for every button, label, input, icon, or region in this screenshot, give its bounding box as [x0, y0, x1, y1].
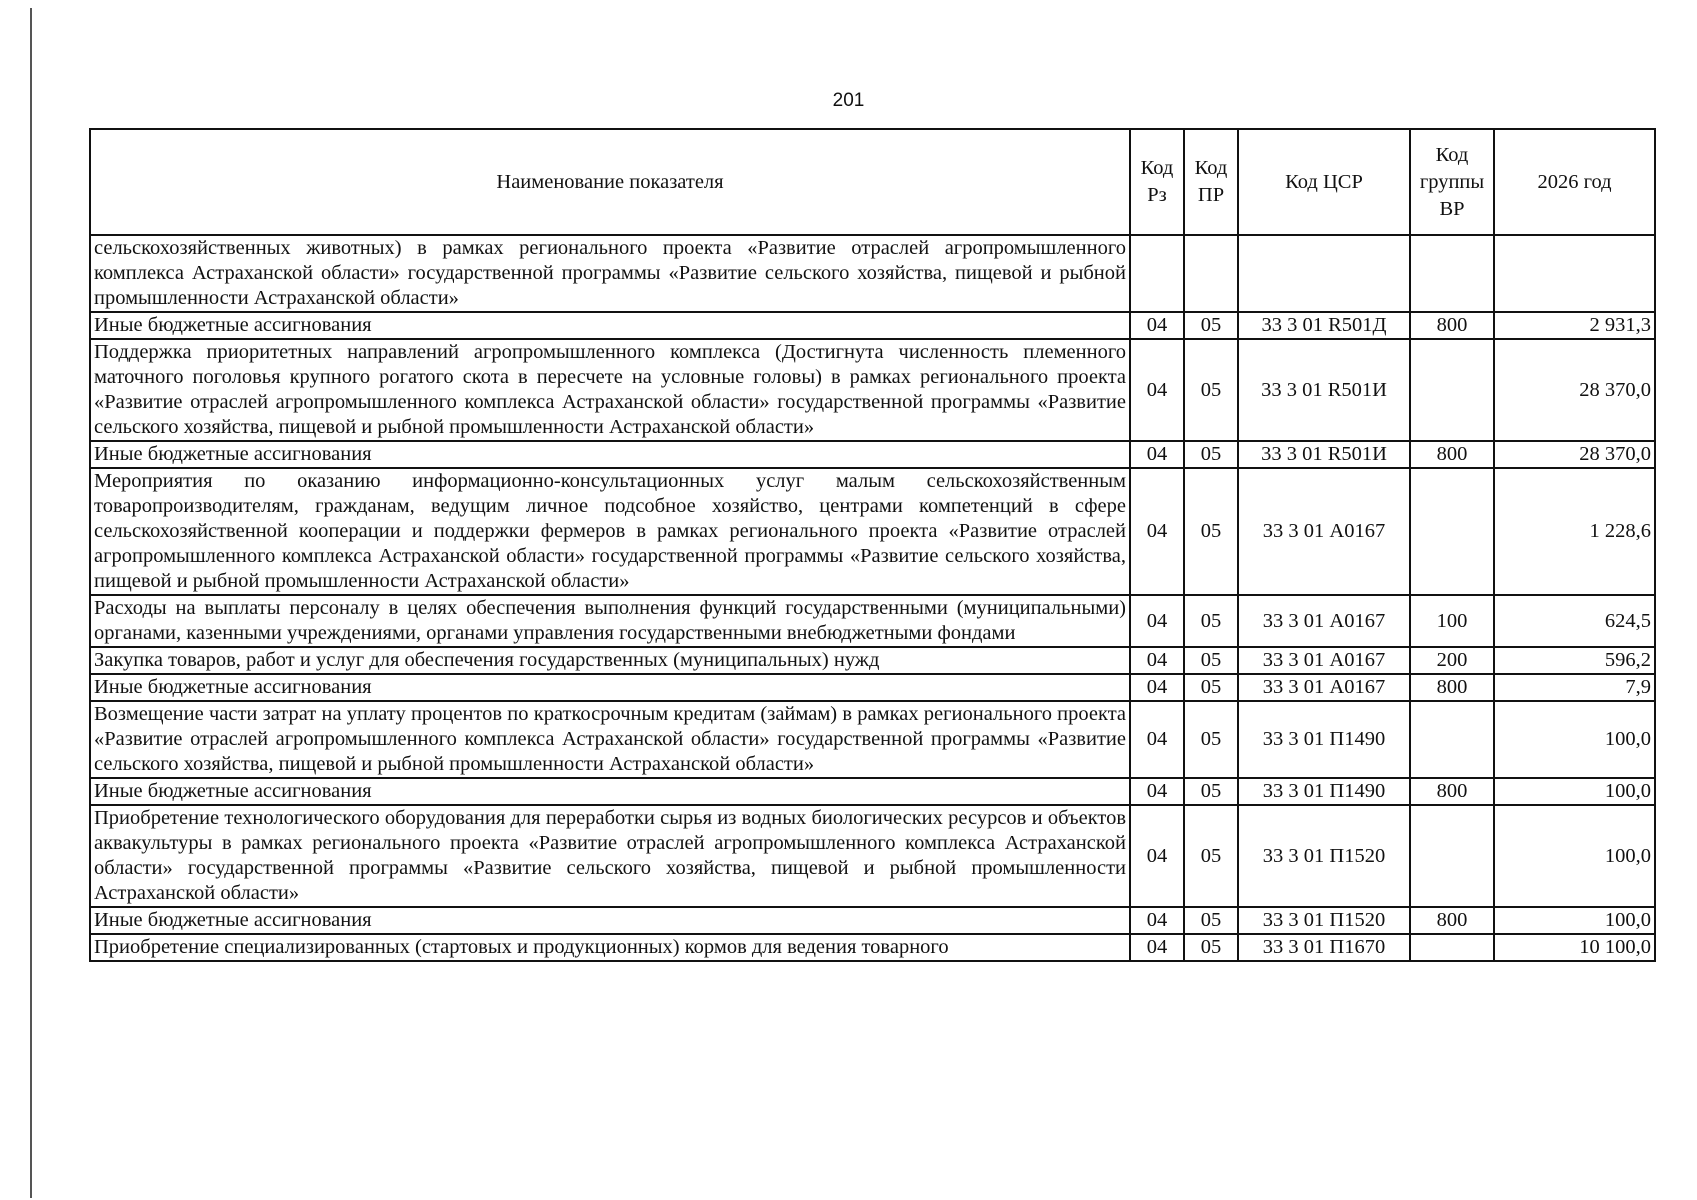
cell-amount: 624,5	[1494, 595, 1655, 647]
cell-name: Возмещение части затрат на уплату процентов по краткосрочным кредитам (займам) в рамках регионального проекта «Развитие отраслей агропромышленного комплекса Астраханской области» государственной программы «Развитие сельского хозяйства, пищевой и рыбной промышленности Астраханской области»	[90, 701, 1130, 778]
cell-amount: 7,9	[1494, 674, 1655, 701]
header-rz: Код Рз	[1130, 129, 1184, 235]
cell-amount: 28 370,0	[1494, 441, 1655, 468]
cell-rz: 04	[1130, 934, 1184, 961]
cell-rz: 04	[1130, 701, 1184, 778]
cell-amount: 100,0	[1494, 778, 1655, 805]
cell-vr: 800	[1410, 674, 1494, 701]
cell-name: Приобретение технологического оборудования для переработки сырья из водных биологических ресурсов и объектов аквакультуры в рамках регионального проекта «Развитие отраслей агропромышленного комплекса Астраханской области» государственной программы «Развитие сельского хозяйства, пищевой и рыбной промышленности Астраханской области»	[90, 805, 1130, 907]
cell-csr: 33 3 01 А0167	[1238, 595, 1410, 647]
cell-pr: 05	[1184, 907, 1238, 934]
cell-csr: 33 3 01 П1490	[1238, 701, 1410, 778]
cell-vr: 100	[1410, 595, 1494, 647]
cell-pr: 05	[1184, 312, 1238, 339]
cell-rz: 04	[1130, 647, 1184, 674]
table-row	[90, 805, 1655, 907]
cell-vr	[1410, 934, 1494, 961]
cell-vr	[1410, 805, 1494, 907]
cell-pr: 05	[1184, 934, 1238, 961]
cell-vr: 800	[1410, 441, 1494, 468]
cell-csr: 33 3 01 П1520	[1238, 907, 1410, 934]
cell-name: Закупка товаров, работ и услуг для обеспечения государственных (муниципальных) нужд	[90, 647, 1130, 674]
cell-name: Расходы на выплаты персоналу в целях обеспечения выполнения функций государственными (муниципальными) органами, казенными учреждениями, органами управления государственными внебюджетными фондами	[90, 595, 1130, 647]
cell-rz	[1130, 235, 1184, 312]
header-vr: Код группы ВР	[1410, 129, 1494, 235]
cell-pr: 05	[1184, 701, 1238, 778]
cell-rz: 04	[1130, 312, 1184, 339]
table-row	[90, 312, 1655, 339]
header-row	[90, 129, 1655, 235]
cell-csr: 33 3 01 R501Д	[1238, 312, 1410, 339]
table-row	[90, 595, 1655, 647]
header-name: Наименование показателя	[90, 129, 1130, 235]
cell-name: Мероприятия по оказанию информационно-консультационных услуг малым сельскохозяйственным товаропроизводителям, гражданам, ведущим личное подсобное хозяйство, центрами компетенций в сфере сельскохозяйственной кооперации и поддержки фермеров в рамках регионального проекта «Развитие отраслей агропромышленного комплекса Астраханской области» государственной программы «Развитие сельского хозяйства, пищевой и рыбной промышленности Астраханской области»	[90, 468, 1130, 595]
cell-rz: 04	[1130, 778, 1184, 805]
table-row	[90, 339, 1655, 441]
header-pr: Код ПР	[1184, 129, 1238, 235]
cell-amount: 100,0	[1494, 805, 1655, 907]
margin-line	[30, 8, 32, 1198]
cell-amount: 28 370,0	[1494, 339, 1655, 441]
cell-vr: 800	[1410, 778, 1494, 805]
cell-vr: 800	[1410, 312, 1494, 339]
cell-amount: 2 931,3	[1494, 312, 1655, 339]
table-row	[90, 235, 1655, 312]
cell-rz: 04	[1130, 468, 1184, 595]
cell-name: Иные бюджетные ассигнования	[90, 441, 1130, 468]
cell-rz: 04	[1130, 805, 1184, 907]
cell-rz: 04	[1130, 907, 1184, 934]
cell-name: сельскохозяйственных животных) в рамках регионального проекта «Развитие отраслей агропромышленного комплекса Астраханской области» государственной программы «Развитие сельского хозяйства, пищевой и рыбной промышленности Астраханской области»	[90, 235, 1130, 312]
cell-pr: 05	[1184, 647, 1238, 674]
cell-name: Иные бюджетные ассигнования	[90, 674, 1130, 701]
cell-pr: 05	[1184, 595, 1238, 647]
cell-amount: 100,0	[1494, 907, 1655, 934]
cell-vr	[1410, 339, 1494, 441]
cell-csr: 33 3 01 А0167	[1238, 647, 1410, 674]
table-row	[90, 647, 1655, 674]
page-number: 201	[832, 90, 865, 111]
cell-amount: 1 228,6	[1494, 468, 1655, 595]
table-row	[90, 674, 1655, 701]
cell-name: Иные бюджетные ассигнования	[90, 778, 1130, 805]
cell-csr: 33 3 01 А0167	[1238, 468, 1410, 595]
table-row	[90, 441, 1655, 468]
cell-csr	[1238, 235, 1410, 312]
cell-pr: 05	[1184, 674, 1238, 701]
table-row	[90, 468, 1655, 595]
cell-csr: 33 3 01 П1670	[1238, 934, 1410, 961]
cell-pr	[1184, 235, 1238, 312]
cell-vr	[1410, 701, 1494, 778]
cell-name: Приобретение специализированных (стартовых и продукционных) кормов для ведения товарного	[90, 934, 1130, 961]
header-csr: Код ЦСР	[1238, 129, 1410, 235]
cell-vr: 200	[1410, 647, 1494, 674]
cell-amount: 100,0	[1494, 701, 1655, 778]
cell-pr: 05	[1184, 468, 1238, 595]
cell-name: Иные бюджетные ассигнования	[90, 907, 1130, 934]
cell-amount: 596,2	[1494, 647, 1655, 674]
table-row	[90, 934, 1655, 961]
cell-csr: 33 3 01 П1490	[1238, 778, 1410, 805]
cell-csr: 33 3 01 А0167	[1238, 674, 1410, 701]
cell-pr: 05	[1184, 805, 1238, 907]
cell-csr: 33 3 01 П1520	[1238, 805, 1410, 907]
cell-csr: 33 3 01 R501И	[1238, 339, 1410, 441]
cell-pr: 05	[1184, 339, 1238, 441]
cell-rz: 04	[1130, 441, 1184, 468]
table-row	[90, 778, 1655, 805]
cell-name: Иные бюджетные ассигнования	[90, 312, 1130, 339]
cell-pr: 05	[1184, 441, 1238, 468]
table-row	[90, 907, 1655, 934]
cell-rz: 04	[1130, 595, 1184, 647]
cell-amount: 10 100,0	[1494, 934, 1655, 961]
cell-pr: 05	[1184, 778, 1238, 805]
cell-vr	[1410, 468, 1494, 595]
cell-vr	[1410, 235, 1494, 312]
header-year: 2026 год	[1494, 129, 1655, 235]
cell-vr: 800	[1410, 907, 1494, 934]
table-row	[90, 701, 1655, 778]
budget-table	[89, 128, 1656, 962]
cell-rz: 04	[1130, 339, 1184, 441]
cell-amount	[1494, 235, 1655, 312]
cell-name: Поддержка приоритетных направлений агропромышленного комплекса (Достигнута численность племенного маточного поголовья крупного рогатого скота в пересчете на условные головы) в рамках регионального проекта «Развитие отраслей агропромышленного комплекса Астраханской области» государственной программы «Развитие сельского хозяйства, пищевой и рыбной промышленности Астраханской области»	[90, 339, 1130, 441]
cell-rz: 04	[1130, 674, 1184, 701]
cell-csr: 33 3 01 R501И	[1238, 441, 1410, 468]
